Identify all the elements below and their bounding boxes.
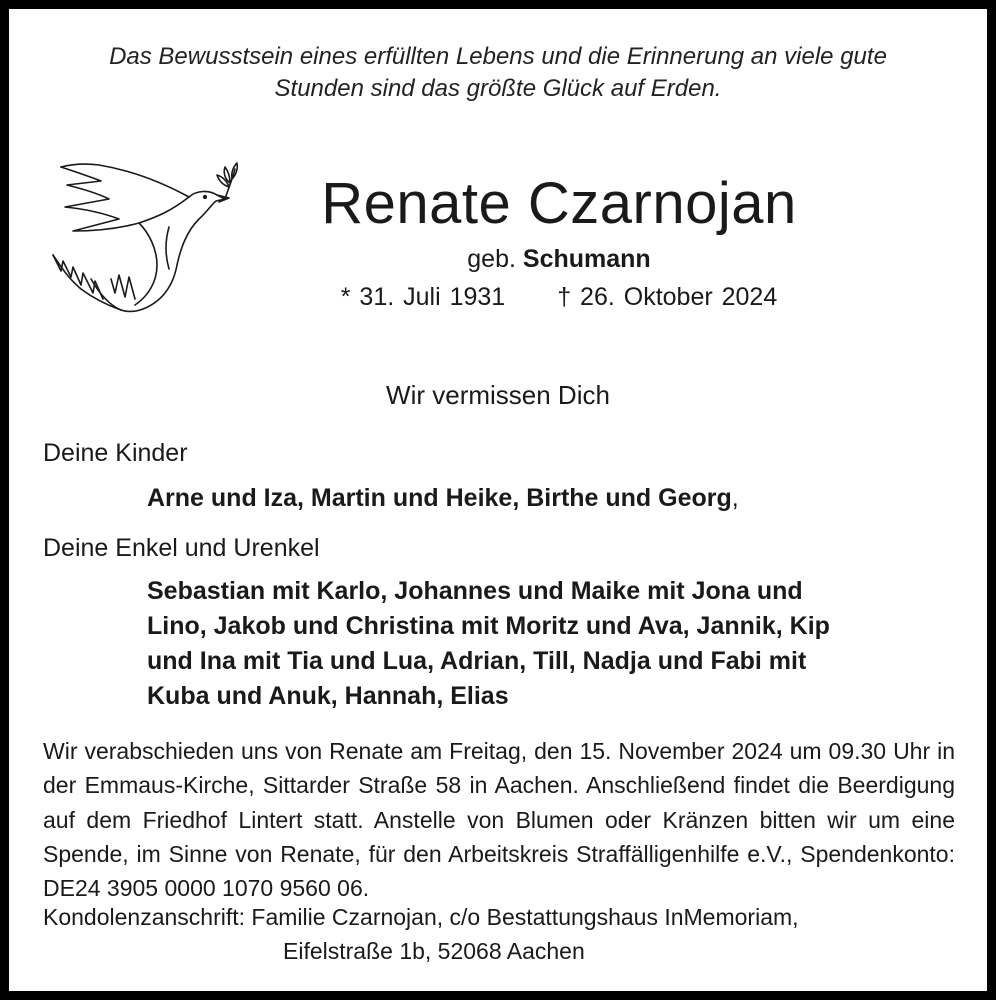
motto-quote [9,41,987,105]
dove-with-olive-branch-icon [39,157,239,327]
condolence-line-2: Eifelstraße 1b, 52068 Aachen [283,938,585,964]
children-trailing-comma: , [731,484,739,512]
grandchildren-line: Sebastian mit Karlo, Johannes und Maike mit Jona und [147,577,803,605]
life-dates [259,281,859,313]
obituary-notice [9,9,987,991]
grandchildren-label: Deine Enkel und Urenkel [43,534,320,562]
children-label: Deine Kinder [43,439,188,467]
motto-line-1: Das Bewusstsein eines erfüllten Lebens und die Erinnerung an viele gute [109,43,887,70]
grandchildren-names [147,574,947,714]
children-names [147,481,907,515]
condolence-line-1: Kondolenzanschrift: Familie Czarnojan, c/o Bestattungshaus InMemoriam, [43,904,799,930]
grandchildren-line: Kuba und Anuk, Hannah, Elias [147,682,509,710]
grandchildren-line: Lino, Jakob und Christina mit Moritz und Ava, Jannik, Kip [147,612,830,640]
death-date: † 26. Oktober 2024 [557,283,778,311]
miss-you-text: Wir vermissen Dich [386,380,610,410]
grandchildren-line: und Ina mit Tia und Lua, Adrian, Till, Nadja und Fabi mit [147,647,807,675]
born-prefix: geb. [467,245,516,273]
maiden-name: Schumann [522,245,651,273]
birth-name [259,243,859,275]
deceased-name: Renate Czarnojan [321,171,797,236]
children-names-text: Arne und Iza, Martin und Heike, Birthe und Georg [147,484,732,512]
birth-date: * 31. Juli 1931 [340,283,506,311]
condolence-address [43,900,955,968]
motto-line-2: Stunden sind das größte Glück auf Erden. [274,75,722,102]
funeral-service-text: Wir verabschieden uns von Renate am Freitag, den 15. November 2024 um 09.30 Uhr in der Emmaus-Kirche, Sittarder Straße 58 in Aachen. Anschließend findet die Beerdigung auf dem Friedhof Lintert statt. Anstelle von Blumen oder Kränzen bitten wir um eine Spende, im Sinne von Renate, für den Arbeitskreis Straffälligenhilfe e.V., Spendenkonto: DE24 3905 0000 1070 9560 06. [43,738,955,902]
